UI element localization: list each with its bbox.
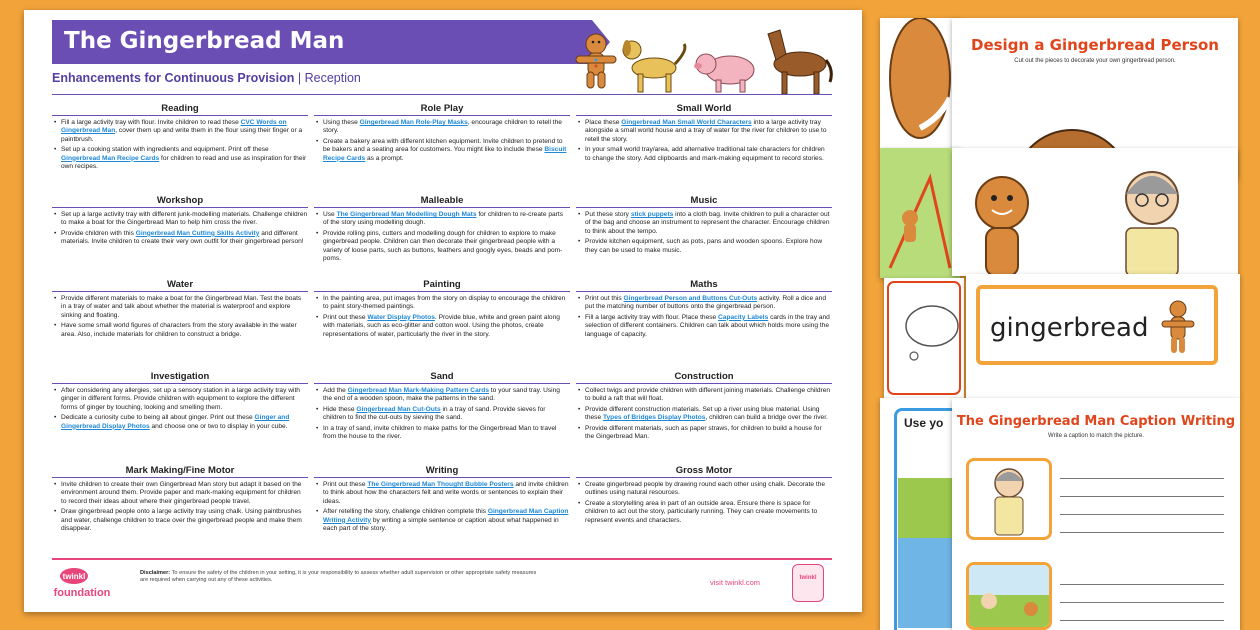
word-card-label (976, 285, 1218, 365)
section-divider (52, 383, 308, 384)
activity-text: for children to read and use as inspiration for their own recipes. (61, 154, 307, 171)
header-divider (52, 94, 832, 95)
activity-text: into a cloth bag. Invite children to pull a character out of the bag and choose an instrument to represent the character. Encourage children to think about the tempo. (585, 211, 830, 235)
section-title: Workshop (156, 195, 204, 206)
activity-list (314, 295, 570, 339)
resource-link[interactable]: CVC Words on Gingerbread Man (61, 119, 287, 135)
disclaimer-label: Disclaimer: (140, 570, 171, 576)
section-divider (576, 207, 832, 208)
preview-card-gingerbread-partial (880, 18, 960, 148)
resource-link[interactable]: The Gingerbread Man Modelling Dough Mats (336, 211, 477, 218)
activity-section (576, 102, 832, 165)
resource-link[interactable]: The Gingerbread Man Thought Bubble Posters (367, 481, 514, 488)
activity-text: and choose one or two to display in your cube. (149, 422, 288, 430)
document-subtitle (52, 71, 361, 85)
activity-item (576, 425, 832, 442)
activity-text: Draw gingerbread people onto a large activity tray using chalk. Using paintbrushes and water, challenge children to trace over the gingerbread people and make them disappear. (61, 508, 302, 533)
characters-card (952, 148, 1238, 276)
section-title: Investigation (150, 371, 210, 382)
activity-item (52, 481, 308, 506)
activity-item (314, 295, 570, 312)
word-card-text: gingerbread (990, 313, 1149, 343)
activity-list (314, 481, 570, 533)
activity-text: Place these (585, 119, 622, 126)
activity-text: Create a storytelling area in part of an outside area. Ensure there is space for children to act out the story, particularly running. They can create movements to represent events and characters. (585, 499, 818, 524)
activity-text: Provide kitchen equipment, such as pots, pans and wooden spoons. Explore how they can be used to make music. (585, 238, 823, 254)
caption-line[interactable] (1060, 514, 1224, 515)
section-title: Small World (676, 103, 732, 114)
resource-link[interactable]: Gingerbread Person and Buttons Cut-Outs (623, 295, 758, 302)
document-title: The Gingerbread Man (52, 20, 592, 64)
caption-picture-grandma (966, 458, 1052, 540)
activity-text: Add the (323, 387, 348, 394)
activity-item (576, 211, 832, 236)
caption-line[interactable] (1060, 532, 1224, 533)
activity-text: Put these story (585, 211, 631, 218)
activity-item (52, 322, 308, 339)
activity-item (576, 146, 832, 163)
section-divider (52, 115, 308, 116)
activity-text: . Provide blue, white and green paint along with materials, such as eco-glitter and cotton wool. Using the photos, create representations of water, particularly the river in the story. (323, 313, 560, 338)
activity-item (314, 138, 570, 163)
activity-list (576, 295, 832, 339)
activity-text: , encourage children to retell the story. (323, 119, 562, 135)
activity-item (52, 146, 308, 171)
characters-gingerbread-grandma-icon (952, 148, 1238, 276)
use-your-card (880, 398, 960, 630)
section-divider (576, 477, 832, 478)
activity-text: and invite children to think about how the characters felt and write words or sentences to explain their ideas. (323, 481, 569, 505)
activity-text: Use (323, 211, 337, 218)
activity-item (52, 508, 308, 533)
activity-item (52, 387, 308, 412)
section-title: Role Play (420, 103, 464, 114)
activity-section (576, 194, 832, 257)
activity-item (576, 119, 832, 144)
thought-bubble-card (884, 278, 964, 398)
activity-text: Have some small world figures of characters from the story available in the water area. Also, include materials for children to construct a bridge. (61, 322, 297, 338)
section-title: Malleable (420, 195, 464, 206)
resource-link[interactable]: Gingerbread Man Cutting Skills Activity (135, 229, 260, 237)
use-your-title: Use yo (904, 416, 944, 430)
activity-text: Provide different materials, such as paper straws, for children to build a house for the Gingerbread Man. (585, 424, 822, 441)
activity-text: , cover them up and write them in the flour using their finger or a paintbrush. (61, 127, 303, 143)
disclaimer (140, 570, 540, 584)
gingerbread-man-icon (576, 34, 616, 88)
activity-item (576, 295, 832, 312)
section-title: Mark Making/Fine Motor (125, 465, 235, 476)
activity-section (576, 278, 832, 341)
garden-scene-icon (969, 565, 1049, 629)
activity-section (314, 194, 570, 265)
story-card-scene (880, 148, 960, 278)
section-title: Writing (425, 465, 459, 476)
twinkl-foundation-logo (52, 566, 118, 602)
resource-link[interactable]: Capacity Labels (718, 313, 769, 321)
activity-text: into a large activity tray alongside a small world house and a tray of water for the river for children to use to retell the story. (585, 119, 827, 143)
activity-text: Dedicate a curiosity cube to being all about ginger. Print out these (61, 414, 255, 422)
resource-link[interactable]: Ginger and Gingerbread Display Photos (61, 414, 290, 430)
section-title: Painting (423, 279, 461, 290)
activity-list (52, 481, 308, 533)
activity-item (314, 387, 570, 404)
document-footer (52, 558, 832, 604)
activity-item (314, 425, 570, 442)
dog-icon (623, 40, 685, 92)
section-title: Water (166, 279, 194, 290)
section-divider (314, 207, 570, 208)
section-title: Construction (674, 371, 734, 382)
section-divider (576, 291, 832, 292)
activity-list (314, 119, 570, 163)
horse-icon (768, 30, 831, 94)
svg-text:foundation: foundation (53, 587, 111, 599)
activity-text: Set up a cooking station with ingredients and equipment. Print off these (61, 146, 269, 154)
resource-link[interactable]: Water Display Photos (367, 313, 435, 321)
resource-link[interactable]: Gingerbread Man Mark-Making Pattern Cards (347, 387, 489, 394)
section-divider (314, 477, 570, 478)
activity-text: by writing a simple sentence or caption about what happened in each part of the story. (323, 516, 559, 533)
activity-text: Provide rolling pins, cutters and modelling dough for children to explore to make gingerbread people. Children can then decorate their gingerbread people with a variety of loose parts, such as buttons, feathers and googly eyes, beads and pom-poms. (323, 229, 563, 263)
section-title: Music (690, 195, 718, 206)
caption-line[interactable] (1060, 620, 1224, 621)
activity-section (314, 102, 570, 165)
activity-item (314, 508, 570, 533)
resource-link[interactable]: Gingerbread Man Small World Characters (621, 119, 752, 126)
activity-text: Fill a large activity tray with flour. Invite children to read these (61, 119, 241, 126)
activity-text: cards in the tray and selection of different containers. Children can talk about which holds more using the language of capacity. (585, 313, 830, 338)
activity-item (314, 406, 570, 423)
activity-item (576, 387, 832, 404)
activity-text: Set up a large activity tray with different junk-modelling materials. Challenge children to make a boat for the Gingerbread Man to help him cross the river. (61, 211, 308, 227)
caption-line[interactable] (1060, 496, 1224, 497)
activity-text: In the painting area, put images from the story on display to encourage the children to paint story-themed paintings. (323, 295, 566, 311)
activity-item (314, 230, 570, 264)
caption-card-subtitle: Write a caption to match the picture. (1048, 433, 1144, 439)
activity-text: Provide different construction materials. Set up a river using blue material. Using these (585, 405, 820, 422)
activity-text: and different materials. Invite children to create their very own outfit for their gingerbread person! (61, 229, 304, 246)
activity-text: Print out these (323, 313, 368, 321)
activity-section (314, 370, 570, 443)
activity-text: After retelling the story, challenge children complete this (323, 508, 488, 516)
caption-writing-card (952, 398, 1240, 630)
section-title: Sand (430, 371, 454, 382)
activity-item (576, 238, 832, 255)
twinkl-badge: twinkl (792, 564, 824, 602)
subtitle-main: Enhancements for Continuous Provision (52, 71, 295, 85)
activity-text: Fill a large activity tray with flour. Place these (585, 313, 719, 321)
thought-bubble-icon (884, 278, 964, 398)
activity-text: Using these (323, 119, 360, 126)
activity-list (576, 481, 832, 525)
activity-item (576, 481, 832, 498)
svg-text:twinkl: twinkl (62, 572, 86, 581)
activity-text: Provide children with this (61, 229, 136, 237)
activity-section (52, 102, 308, 173)
activity-section (576, 370, 832, 443)
activity-section (576, 464, 832, 527)
gingerbread-arm-icon (880, 18, 960, 148)
activity-document (24, 10, 862, 612)
activity-text: After considering any allergies, set up a sensory station in a large activity tray with ginger in different forms. Provide children with equipment to explore the different forms of ginger by touching, looking and smelling them. (61, 387, 300, 411)
activity-list (576, 119, 832, 163)
character-illustrations (554, 20, 834, 98)
activity-text: Create a bakery area with different kitchen equipment. Invite children to pretend to be bakers and a seating area for customers. You might like to include these (323, 137, 563, 154)
section-title: Reading (161, 103, 199, 114)
caption-line[interactable] (1060, 602, 1224, 603)
story-scene-icon (880, 148, 960, 278)
section-divider (52, 207, 308, 208)
section-divider (314, 383, 570, 384)
grandma-icon (969, 461, 1049, 537)
activity-item (314, 314, 570, 339)
activity-section (314, 278, 570, 341)
resource-link[interactable]: Gingerbread Man Role-Play Masks (359, 119, 468, 126)
activity-list (52, 119, 308, 171)
activity-text: as a prompt. (365, 154, 404, 162)
gingerbread-man-icon (1158, 297, 1198, 357)
activity-item (576, 500, 832, 525)
activity-list (314, 387, 570, 441)
resource-link[interactable]: Gingerbread Man Cut-Outs (356, 405, 441, 413)
design-card-subtitle: Cut out the pieces to decorate your own gingerbread person. (1014, 58, 1176, 64)
caption-line[interactable] (1060, 584, 1224, 585)
activity-list (314, 211, 570, 263)
activity-list (52, 211, 308, 247)
activity-section (52, 194, 308, 249)
activity-item (52, 119, 308, 144)
disclaimer-text: To ensure the safety of the children in your setting, it is your responsibility to assess whether adult supervision or other appropriate safety measures are required when carrying out any of these activities. (140, 570, 537, 584)
activity-text: Invite children to create their own Gingerbread Man story but adapt it based on the environment around them. Provide paper and mark-making equipment for children to record their ideas about where their gingerbread people travel. (61, 481, 302, 505)
section-divider (52, 477, 308, 478)
resource-link[interactable]: Gingerbread Man Caption Writing Activity (323, 508, 569, 524)
section-divider (314, 115, 570, 116)
activity-section (52, 278, 308, 341)
caption-card-title: The Gingerbread Man Caption Writing (956, 414, 1236, 429)
resource-link[interactable]: Gingerbread Man Recipe Cards (61, 154, 160, 162)
resource-link[interactable]: Biscuit Recipe Cards (323, 146, 567, 162)
activity-text: In your small world tray/area, add alternative traditional tale characters for children to change the story. Add clipboards and mark-making equipment to record stories. (585, 146, 825, 162)
activity-text: for children to re-create parts of the story using modelling dough. (323, 211, 563, 227)
caption-picture-scene (966, 562, 1052, 630)
activity-text: in a tray of sand. Provide sieves for children to find the cut-outs by sieving the sand. (323, 405, 546, 422)
activity-list (576, 387, 832, 441)
activity-text: Provide different materials to make a boat for the Gingerbread Man. Test the boats in a tray of water and talk about whether the material is waterproof and explore sinking and floating. (61, 295, 302, 319)
activity-section (52, 464, 308, 535)
section-divider (52, 291, 308, 292)
activity-text: to your sand tray. Using the end of a wooden spoon, make the patterns in the sand. (323, 387, 560, 403)
activity-list (576, 211, 832, 255)
activity-list (52, 387, 308, 431)
activity-item (314, 119, 570, 136)
subtitle-stage: Reception (304, 71, 361, 85)
activity-section (314, 464, 570, 535)
activity-item (314, 481, 570, 506)
resource-link[interactable]: Types of Bridges Display Photos (602, 414, 706, 422)
caption-line[interactable] (1060, 478, 1224, 479)
activity-item (576, 314, 832, 339)
activity-text: Print out this (585, 295, 624, 302)
activity-item (52, 295, 308, 320)
section-divider (314, 291, 570, 292)
activity-text: Hide these (323, 405, 357, 413)
section-title: Gross Motor (675, 465, 733, 476)
activity-item (52, 211, 308, 228)
activity-section (52, 370, 308, 433)
activity-item (576, 406, 832, 423)
section-divider (576, 383, 832, 384)
activity-list (52, 295, 308, 339)
activity-text: Print out these (323, 481, 368, 488)
river-scene-icon (898, 478, 960, 628)
activity-item (314, 211, 570, 228)
section-divider (576, 115, 832, 116)
activity-text: , children can build a bridge over the river. (705, 414, 828, 422)
activity-item (52, 230, 308, 247)
activity-text: In a tray of sand, invite children to make paths for the Gingerbread Man to travel from the house to the river. (323, 424, 557, 441)
activity-item (52, 414, 308, 431)
activity-text: Collect twigs and provide children with different joining materials. Challenge children to build a raft that will float. (585, 387, 831, 403)
activity-text: Create gingerbread people by drawing round each other using chalk. Decorate the outlines using natural resources. (585, 481, 826, 497)
section-title: Maths (690, 279, 718, 290)
design-card-title: Design a Gingerbread Person (971, 36, 1219, 54)
subtitle-separator: | (294, 71, 305, 85)
resource-link[interactable]: stick puppets (630, 211, 674, 218)
visit-link[interactable]: visit twinkl.com (709, 578, 760, 587)
activity-text: activity. Roll a dice and put the matching number of buttons onto the gingerbread person. (585, 295, 826, 311)
pig-icon (694, 54, 754, 92)
